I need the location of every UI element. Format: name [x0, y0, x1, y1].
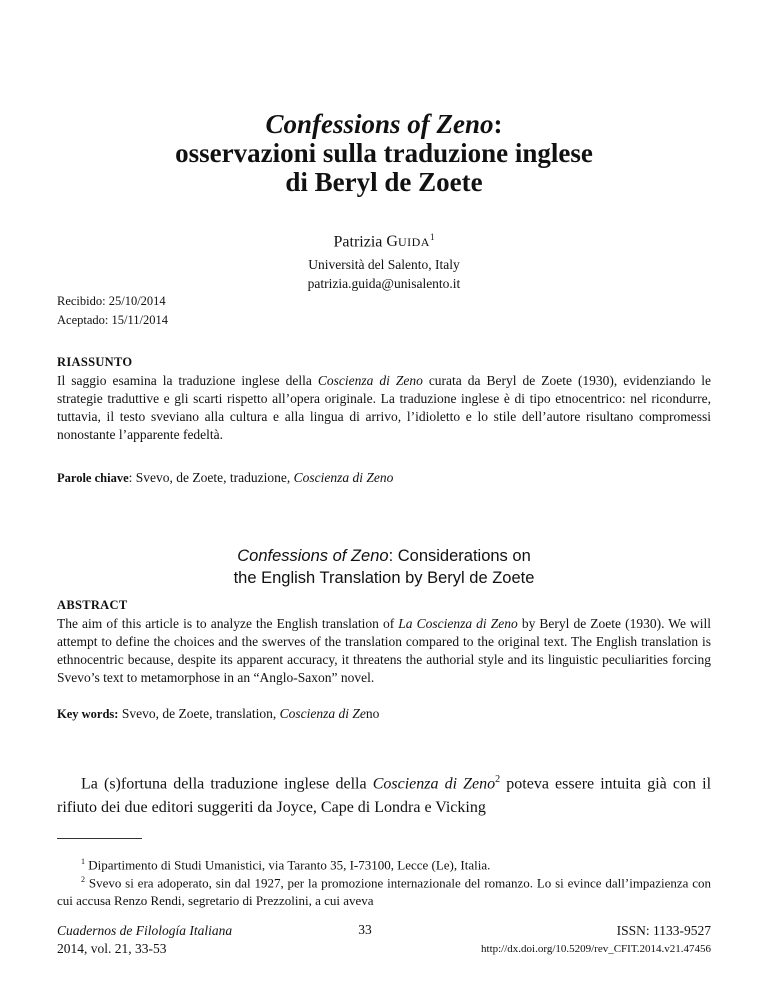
english-title-italic: Confessions of Zeno	[237, 547, 389, 565]
title-line-1	[0, 110, 768, 139]
key-words-text: Svevo, de Zoete, translation,	[118, 706, 280, 721]
english-title	[0, 545, 768, 589]
author-last-name	[386, 233, 430, 250]
body-text-1: La (s)fortuna della traduzione inglese della	[81, 775, 373, 793]
abstract-text	[57, 615, 711, 687]
author-name	[0, 232, 768, 251]
key-words-label: Key words:	[57, 707, 119, 721]
footnote-divider	[57, 838, 142, 839]
key-words-italic: Coscienza di Ze	[279, 706, 366, 721]
english-title-line-2: the English Translation by Beryl de Zoete	[233, 569, 535, 587]
author-footnote-mark: 1	[429, 232, 435, 242]
body-text-2: poteva essere intuita già con il rifiuto dei due editori suggeriti da Joyce, Cape di Londra e Vicking	[57, 775, 712, 817]
abstract-heading: ABSTRACT	[57, 598, 128, 612]
author-email[interactable]: patrizia.guida@unisalento.it	[307, 276, 461, 291]
author-last-initial: G	[386, 233, 398, 251]
body-paragraph	[57, 768, 711, 820]
key-words	[57, 706, 379, 722]
page-number: 33	[358, 922, 372, 937]
key-words-tail: no	[365, 706, 380, 721]
doi-link[interactable]: http://dx.doi.org/10.5209/rev_CFIT.2014.v21.47456	[481, 943, 711, 955]
riassunto-text-1: Il saggio esamina la traduzione inglese della	[57, 373, 318, 388]
riassunto-text	[57, 372, 711, 444]
footnote-1-mark: 1	[81, 857, 85, 866]
affiliation: Università del Salento, Italy	[308, 257, 460, 272]
accepted-date: Aceptado: 15/11/2014	[57, 313, 168, 327]
riassunto-italic: Coscienza di Zeno	[317, 373, 423, 388]
parole-chiave-label: Parole chiave	[57, 471, 129, 485]
received-date: Recibido: 25/10/2014	[57, 294, 166, 308]
publication-ids	[460, 922, 711, 958]
footnote-2-text: Svevo si era adoperato, sin dal 1927, per la promozione internazionale del romanzo. Lo si evince dall’impazienza con cui accusa Renzo Rendi, segretario di Prezzolini, a cui aveva	[57, 875, 711, 909]
author-last-rest: UIDA	[397, 235, 430, 250]
parole-chiave-italic: Coscienza di Zeno	[293, 470, 394, 485]
article-title	[0, 110, 768, 197]
title-italic-part: Confessions of Zeno	[265, 109, 494, 139]
parole-chiave	[57, 470, 393, 486]
english-title-rest: : Considerations on	[388, 547, 531, 565]
author-first-name: Patrizia	[333, 233, 383, 251]
parole-chiave-text: : Svevo, de Zoete, traduzione,	[128, 470, 294, 485]
footnote-1-text: Dipartimento di Studi Umanistici, via Taranto 35, I-73100, Lecce (Le), Italia.	[85, 857, 491, 873]
journal-volume: 2014, vol. 21, 33-53	[57, 941, 167, 956]
journal-info	[57, 922, 232, 958]
submission-dates	[57, 292, 168, 330]
journal-name: Cuadernos de Filología Italiana	[57, 923, 233, 938]
footnote-2-mark: 2	[81, 875, 85, 884]
body-italic: Coscienza di Zeno	[372, 775, 496, 793]
riassunto-heading: RIASSUNTO	[57, 355, 133, 369]
english-title-line-1	[0, 545, 768, 567]
issn: ISSN: 1133-9527	[616, 923, 711, 938]
title-line-2: osservazioni sulla traduzione inglese	[175, 138, 593, 168]
abstract-text-1: The aim of this article is to analyze the English translation of	[57, 616, 399, 631]
riassunto-text-2: curata da Beryl de Zoete (1930), evidenziando le strategie traduttive e gli scarti rispetto all’opera originale. La traduzione inglese è di tipo etnocentrico: nel ricondurre, tuttavia, il testo sveviano alla cultura e alla lingua di arrivo, l’idioletto e lo stile dell’autore risultano compromessi nonostante l’apparente fedeltà.	[57, 373, 711, 442]
body-footnote-mark: 2	[495, 774, 501, 785]
title-line-3: di Beryl de Zoete	[285, 167, 483, 197]
footnote-2	[57, 871, 711, 910]
title-colon: :	[493, 109, 503, 139]
abstract-text-2: by Beryl de Zoete (1930). We will attempt to define the choices and the swerves of the translation compared to the original text. The English translation is ethnocentric because, despite its apparent accuracy, it threatens the authorial style and its linguistic peculiarities forcing Svevo’s text to metamorphose in an “Anglo-Saxon” novel.	[57, 616, 712, 685]
author-affiliation-block	[0, 255, 768, 293]
abstract-italic: La Coscienza di Zeno	[398, 616, 518, 631]
